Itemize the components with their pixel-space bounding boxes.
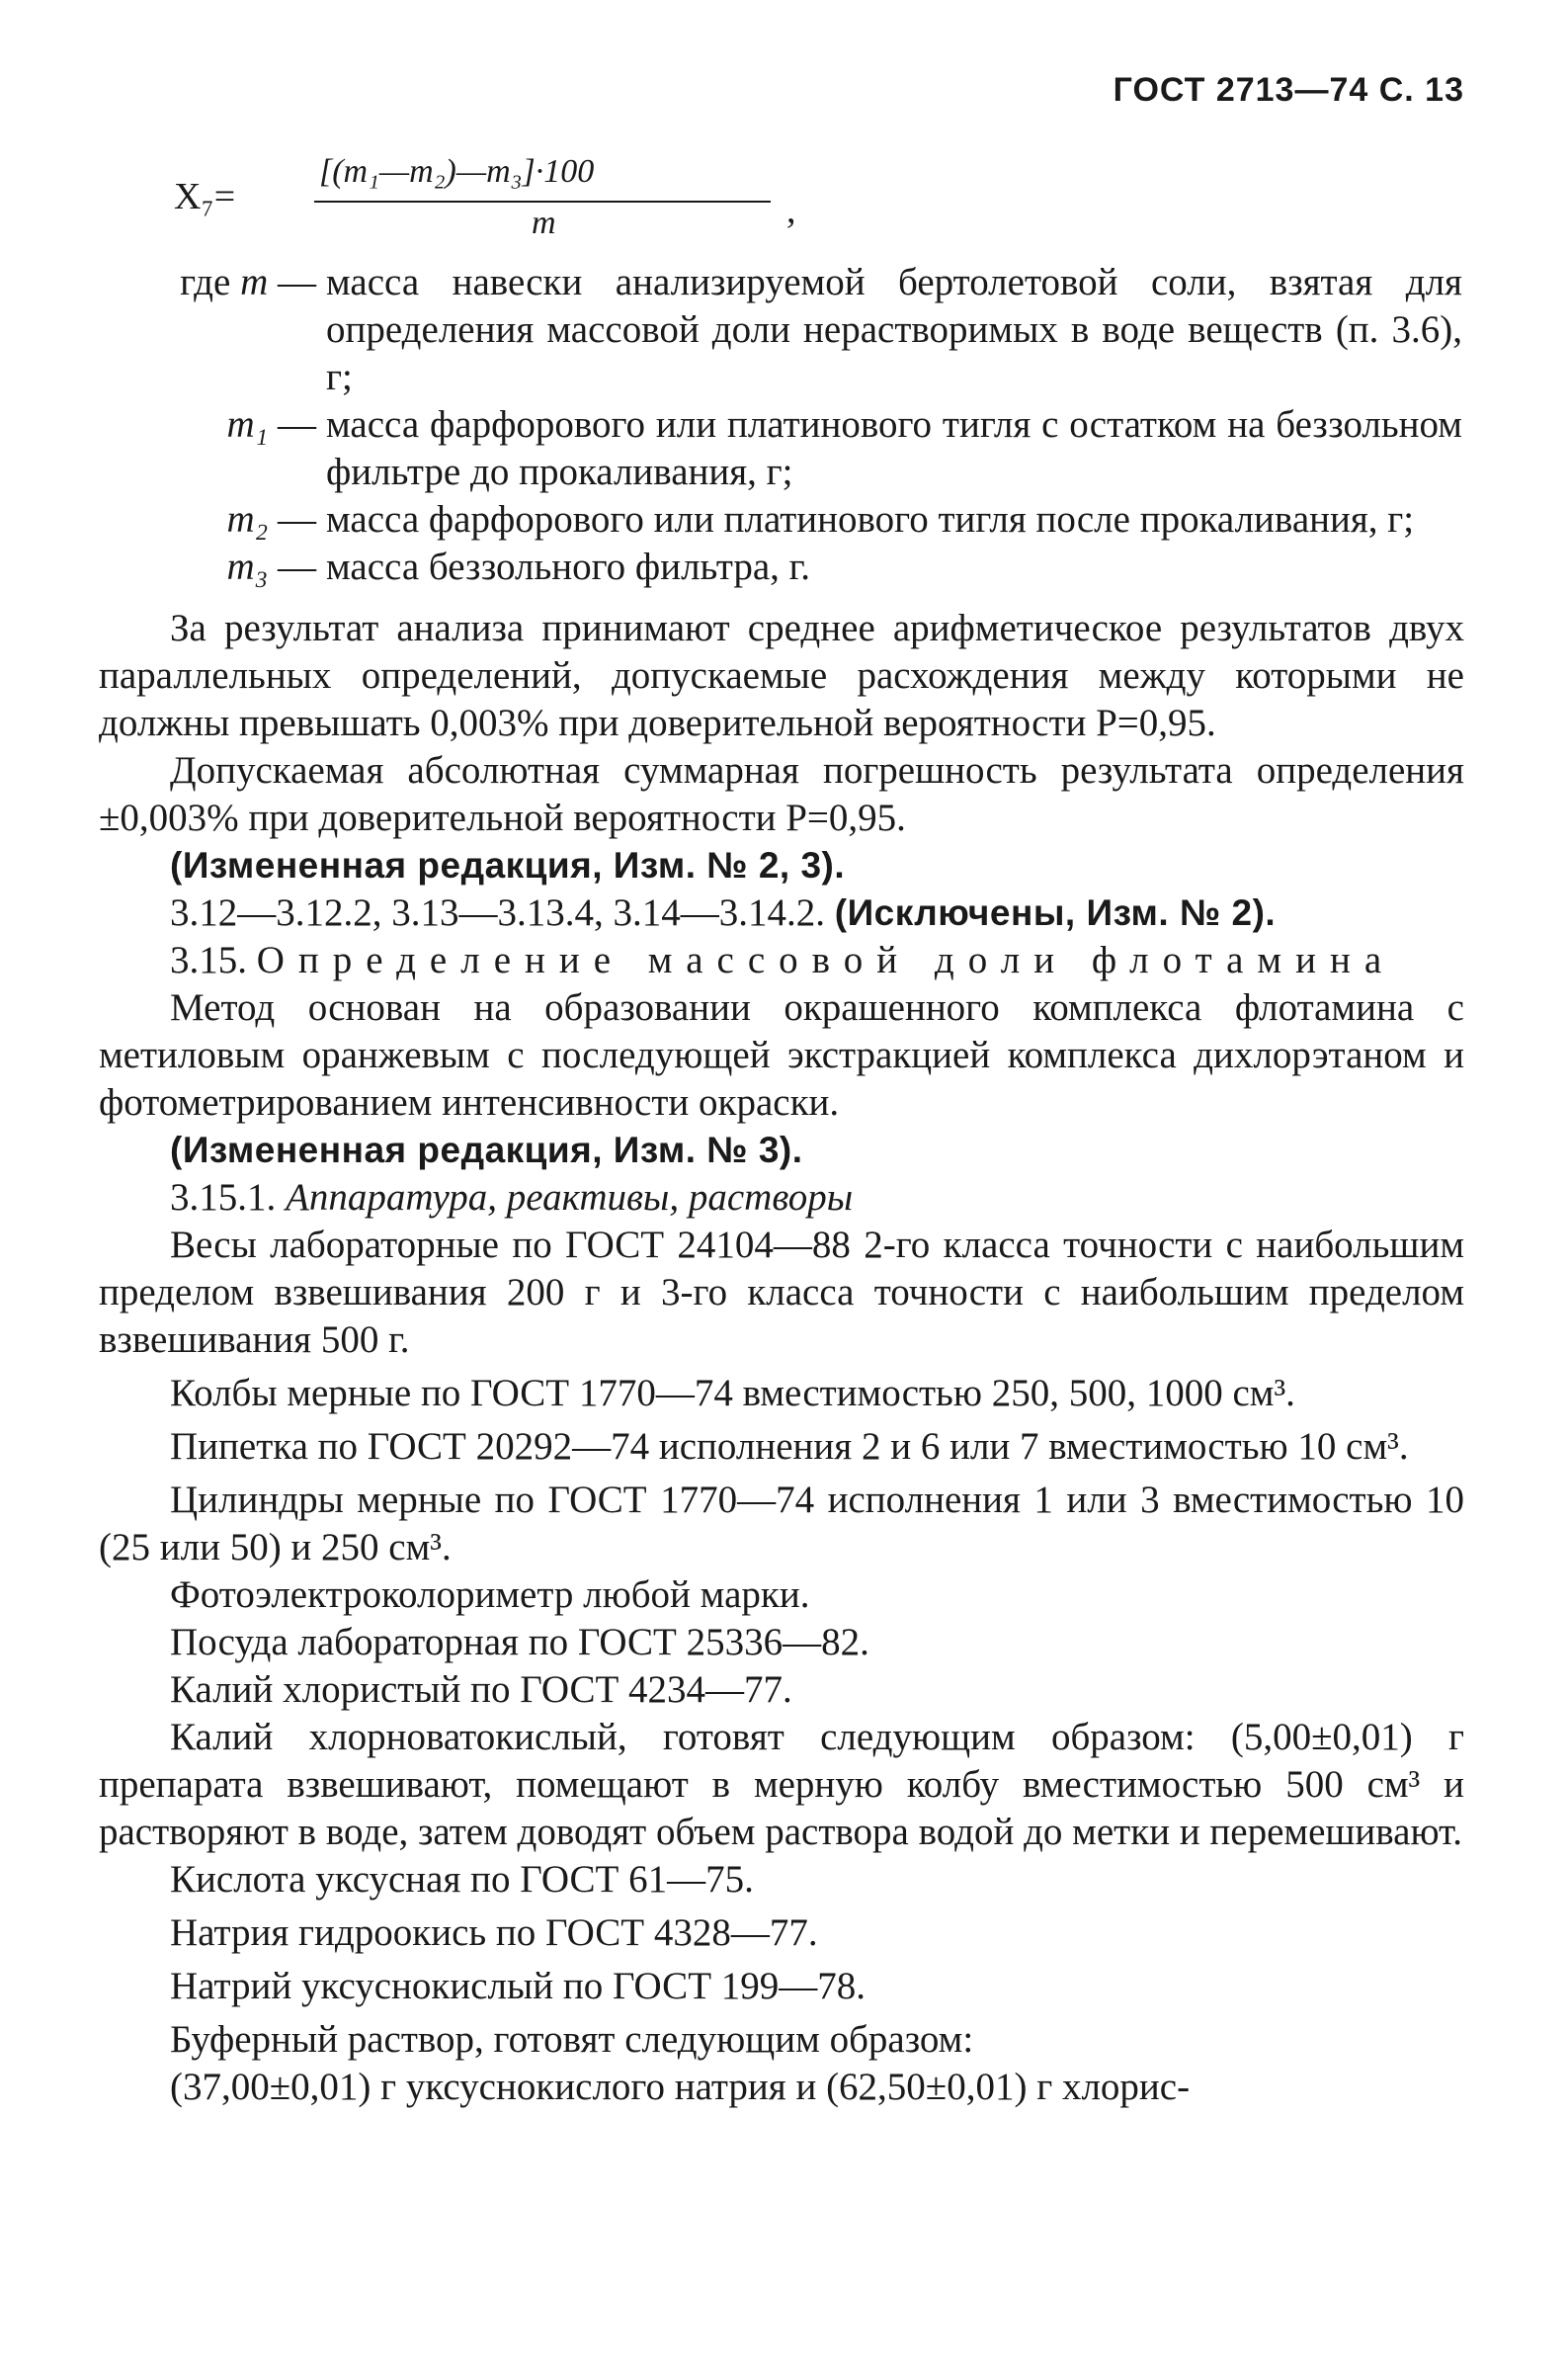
paragraph-glassware: Посуда лабораторная по ГОСТ 25336—82. (170, 1621, 869, 1663)
page-header: ГОСТ 2713—74 С. 13 (1113, 71, 1464, 109)
formula-lhs: X₇= (174, 176, 236, 217)
paragraph-naoh: Натрия гидроокись по ГОСТ 4328—77. (170, 1911, 818, 1954)
document-body (99, 605, 1464, 2111)
paragraph-result: За результат анализа принимают среднее арифметическое результатов двух параллельных определений, допускаемые расхождения между которыми не должны превышать 0,003% при доверительной вероятности P=0,95. (99, 607, 1464, 744)
definition-row (121, 496, 1464, 544)
variable-definitions (121, 259, 1464, 591)
paragraph-acetic-acid: Кислота уксусная по ГОСТ 61—75. (170, 1858, 754, 1901)
formula-numerator: [(m₁—m₂)—m₃]·100 (319, 153, 595, 190)
paragraph-method: Метод основан на образовании окрашенного комплекса флотамина с метиловым оранжевым с последующей экстракцией комплекса дихлорэтаном и фотометрированием интенсивности окраски. (99, 986, 1464, 1124)
definition-text: масса фарфорового или платинового тигля с остатком на беззольном фильтре до прокаливания, г; (326, 403, 1462, 493)
definition-term: где m — (180, 261, 316, 303)
formula-comma: , (786, 190, 796, 231)
definition-text: масса беззольного фильтра, г. (326, 546, 811, 588)
paragraph-kcl: Калий хлористый по ГОСТ 4234—77. (170, 1668, 792, 1711)
definition-term: m₁ — (226, 403, 316, 446)
paragraph-pipette: Пипетка по ГОСТ 20292—74 исполнения 2 и 6 или 7 вместимостью 10 см³. (170, 1425, 1409, 1468)
definition-row (121, 401, 1464, 496)
formula-denominator: m (532, 205, 556, 241)
section-heading-3-15-1: 3.15.1. Аппаратура, реактивы, растворы (170, 1176, 854, 1219)
definition-term: m₂ — (226, 498, 316, 541)
paragraph-scales: Весы лабораторные по ГОСТ 24104—88 2-го класса точности с наибольшим пределом взвешивания 200 г и 3-го класса точности с наибольшим пределом взвешивания 500 г. (99, 1224, 1464, 1361)
definition-row (121, 259, 1464, 401)
paragraph-sodium-acetate: Натрий уксуснокислый по ГОСТ 199—78. (170, 1965, 867, 2007)
definition-term: m₃ — (226, 546, 316, 588)
definition-text: масса фарфорового или платинового тигля после прокаливания, г; (326, 498, 1415, 541)
paragraph-cylinders: Цилиндры мерные по ГОСТ 1770—74 исполнения 1 или 3 вместимостью 10 (25 или 50) и 250 см³. (99, 1479, 1464, 1568)
revision-note: (Измененная редакция, Изм. № 2, 3). (170, 845, 846, 886)
section-heading-3-15: 3.15. Определение массовой доли флотамина (170, 939, 1396, 981)
paragraph-colorimeter: Фотоэлектроколориметр любой марки. (170, 1573, 810, 1616)
definition-row (121, 544, 1464, 591)
revision-note: (Измененная редакция, Изм. № 3). (170, 1130, 803, 1170)
paragraph-error: Допускаемая абсолютная суммарная погрешность результата определения ±0,003% при доверительной вероятности P=0,95. (99, 749, 1464, 839)
paragraph-buffer-recipe: (37,00±0,01) г уксуснокислого натрия и (62,50±0,01) г хлорис- (170, 2066, 1191, 2108)
paragraph-excluded: 3.12—3.12.2, 3.13—3.13.4, 3.14—3.14.2. (Исключены, Изм. № 2). (170, 891, 1277, 934)
formula-x7 (166, 153, 1055, 252)
definition-text: масса навески анализируемой бертолетовой соли, взятая для определения массовой доли нерастворимых в воде веществ (п. 3.6), г; (326, 261, 1462, 398)
paragraph-kclo3: Калий хлорноватокислый, готовят следующим образом: (5,00±0,01) г препарата взвешивают, помещают в мерную колбу вместимостью 500 см³ и растворяют в воде, затем доводят объем раствора водой до метки и перемешивают. (99, 1716, 1464, 1853)
paragraph-buffer: Буферный раствор, готовят следующим образом: (170, 2018, 974, 2061)
paragraph-flasks: Колбы мерные по ГОСТ 1770—74 вместимостью 250, 500, 1000 см³. (170, 1372, 1295, 1414)
fraction-bar (314, 201, 771, 203)
